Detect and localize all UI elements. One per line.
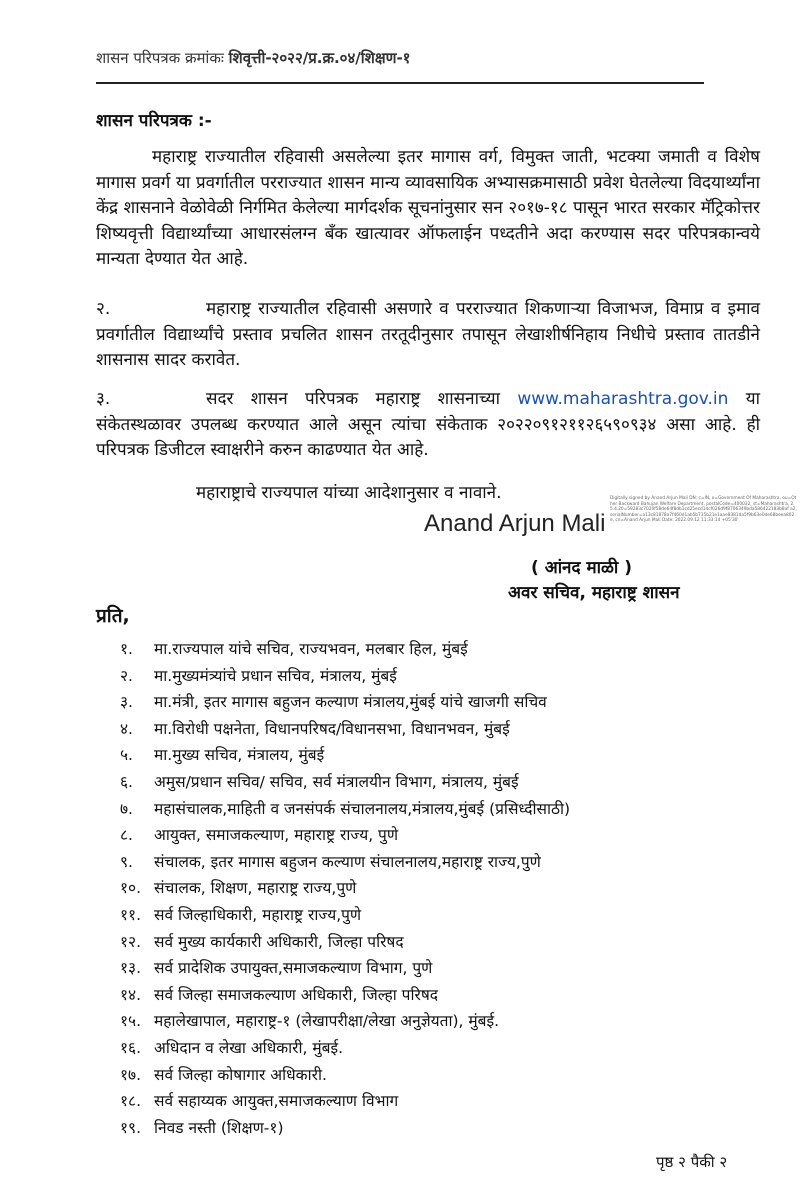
signatory-name-marathi: ( आंनद माळी ) [531,558,633,578]
list-item: १८. सर्व सहाय्यक आयुक्त,समाजकल्याण विभाग [120,1092,399,1111]
page-number: पृष्ठ २ पैकी २ [656,1153,728,1171]
recipients-heading: प्रति, [96,605,130,627]
header-prefix: शासन परिपत्रक क्रमांकः [96,49,224,67]
list-item: १. मा.राज्यपाल यांचे सचिव, राज्यभवन, मलबार हिल, मुंबई [120,640,468,658]
recipients-list [120,636,570,1141]
paragraph-1: महाराष्ट्र राज्यातील रहिवासी असलेल्या इतर मागास वर्ग, विमुक्त जाती, भटक्या जमाती व विशेष मागास प्रवर्ग या प्रवर्गातील परराज्यात शासन मान्य व्यावसायिक अभ्यासक्रमासाठी प्रवेश घेतलेल्या विदयार्थ्यांना केंद्र शासनाने वेळोवेळी निर्गमित केलेल्या मार्गदर्शक सूचनांनुसार सन २०१७-१८ पासून भारत सरकार मॅट्रिकोत्तर शिष्यवृत्ती विद्यार्थ्यांच्या आधारसंलग्न बँक खात्यावर ऑफलाईन पध्दतीने अदा करण्यास सदर परिपत्रकान्वये मान्यता देण्यात येत आहे. [96,147,760,269]
list-item: १५. महालेखापाल, महाराष्ट्र-१ (लेखापरीक्षा/लेखा अनुज्ञेयता), मुंबई. [120,1012,500,1031]
list-item: १०. संचालक, शिक्षण, महाराष्ट्र राज्य,पुणे [120,879,357,898]
list-item: ८. आयुक्त, समाजकल्याण, महाराष्ट्र राज्य, पुणे [120,826,399,845]
closing-line: महाराष्ट्राचे राज्यपाल यांच्या आदेशानुसार व नावाने. [196,483,502,503]
list-item: १३. सर्व प्रादेशिक उपायुक्त,समाजकल्याण विभाग, पुणे [120,959,433,978]
list-item: १९. निवड नस्ती (शिक्षण-१) [120,1118,284,1137]
paragraph-2-text: महाराष्ट्र राज्यातील रहिवासी असणारे व परराज्यात शिकणाऱ्या विजाभज, विमाप्र व इमाव प्रवर्गातील विद्यार्थ्यांचे प्रस्ताव प्रचलित शासन तरतूदीनुसार तपासून लेखाशीर्षनिहाय निधीचे प्रस्ताव तातडीने शासनास सादर करावेत. [96,299,760,370]
list-item: ३. मा.मंत्री, इतर मागास बहुजन कल्याण मंत्रालय,मुंबई यांचे खाजगी सचिव [120,693,547,712]
paragraph-3 [96,387,760,464]
list-item: १२. सर्व मुख्य कार्यकारी अधिकारी, जिल्हा परिषद [120,932,404,951]
website-link[interactable]: www.maharashtra.gov.in [517,389,729,409]
paragraph-2-number: २. [96,299,111,319]
list-item: ११. सर्व जिल्हाधिकारी, महाराष्ट्र राज्य,पुणे [120,905,362,924]
paragraph-3-text-before: सदर शासन परिपत्रक महाराष्ट्र शासनाच्या [206,389,500,409]
list-item: ९. संचालक, इतर मागास बहुजन कल्याण संचालनालय,महाराष्ट्र राज्य,पुणे [120,852,541,871]
paragraph-3-text-after: या संकेतस्थळावर उपलब्ध करण्यात आले असून त्यांचा संकेताक २०२२०९१२११२६५९०९३४ असा आहे. ही परिपत्रक डिजीटल स्वाक्षरीने करुन काढण्यात येत आहे. [96,389,761,460]
header-reference-number: शिवृत्ती-२०२२/प्र.क्र.०४/शिक्षण-१ [228,49,411,67]
list-item: ६. अमुस/प्रधान सचिव/ सचिव, सर्व मंत्रालयीन विभाग, मंत्रालय, मुंबई [120,772,519,791]
list-item: ४. मा.विरोधी पक्षनेता, विधानपरिषद/विधानसभा, विधानभवन, मुंबई [120,719,510,738]
list-item: १६. अधिदान व लेखा अधिकारी, मुंबई. [120,1038,344,1057]
signatory-designation: अवर सचिव, महाराष्ट्र शासन [508,583,680,603]
header-divider [96,82,704,84]
circular-reference-header [96,48,410,68]
list-item: १७. सर्व जिल्हा कोषागार अधिकारी. [120,1065,327,1084]
paragraph-3-number: ३. [96,389,111,409]
list-item: २. मा.मुख्यमंत्र्यांचे प्रधान सचिव, मंत्रालय, मुंबई [120,666,397,685]
circular-title: शासन परिपत्रक :- [96,111,212,131]
paragraph-2 [96,297,760,374]
list-item: ७. महासंचालक,माहिती व जनसंपर्क संचालनालय,मंत्रालय,मुंबई (प्रसिध्दीसाठी) [120,799,571,818]
list-item: १४. सर्व जिल्हा समाजकल्याण अधिकारी, जिल्हा परिषद [120,985,439,1004]
signature-name: Anand Arjun Mali [424,510,606,537]
digital-signature-stamp: Digitally signed by Anand Arjun Mali DN: c=IN, o=Government Of Maharashtra, ou=Other Backward Bahujan Welfare Department, postalCode=400032, st=Maharashtra, 2.5.4.20=59283c7020f58de64f8db1cd25ecd14cf026d9f8706349bda586422183b8af a2, serialNumber=a13c81878a7f460d1ab5b735b21e1aae8381da5f9b63e0de68beea802e, cn=Anand Arjun Mali Date: 2022.09.12 11:33:14 +05'30' [610,496,797,524]
list-item: ५. मा.मुख्य सचिव, मंत्रालय, मुंबई [120,746,325,765]
